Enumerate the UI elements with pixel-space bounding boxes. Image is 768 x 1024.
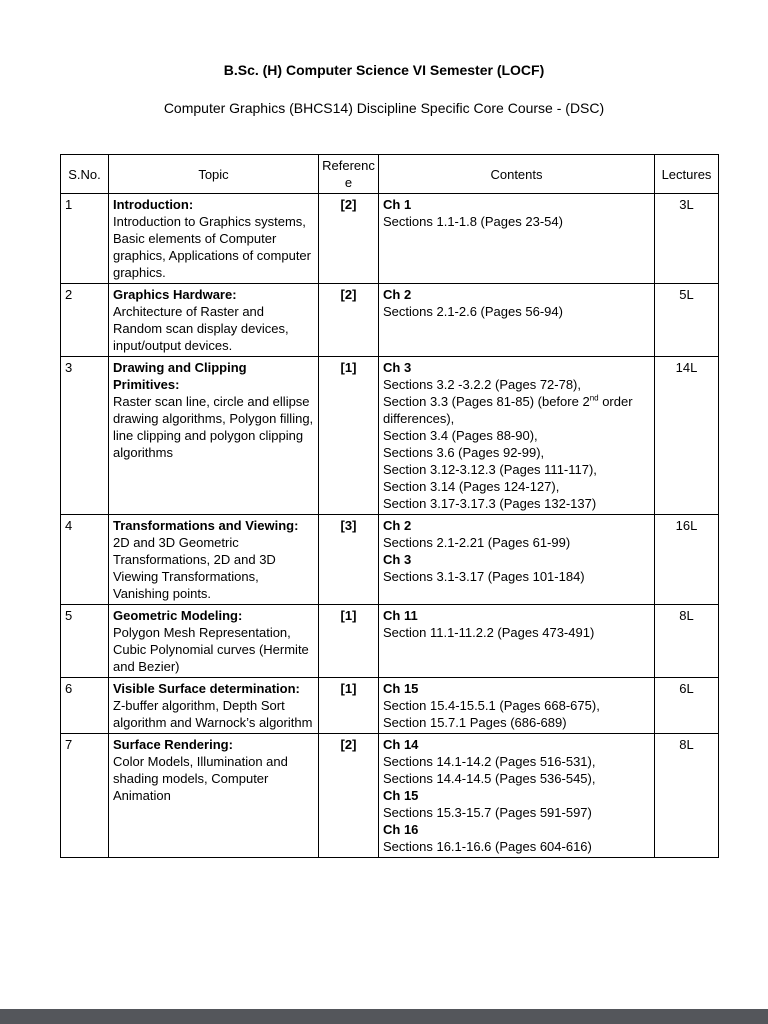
topic-heading: Introduction: [113,197,194,212]
contents-line: Sections 2.1-2.6 (Pages 56-94) [383,304,563,319]
sno-cell: 1 [61,194,109,284]
superscript-ordinal: nd [589,393,599,403]
contents-line: Sections 1.1-1.8 (Pages 23-54) [383,214,563,229]
column-header-contents: Contents [379,155,655,194]
lectures-cell: 16L [655,515,719,605]
topic-cell [109,734,319,858]
contents-line: Sections 15.3-15.7 (Pages 591-597) [383,805,592,820]
contents-line: Section 3.14 (Pages 124-127), [383,479,560,494]
column-header-lectures: Lectures [655,155,719,194]
reference-cell: [1] [319,357,379,515]
contents-cell [379,284,655,357]
contents-line: Ch 1 [383,197,412,212]
topic-heading: Geometric Modeling: [113,608,243,623]
contents-line: Sections 2.1-2.21 (Pages 61-99) [383,535,571,550]
contents-line: Sections 14.1-14.2 (Pages 516-531), [383,754,596,769]
page-title: B.Sc. (H) Computer Science VI Semester (LOCF) [223,62,545,78]
table-row [61,194,719,284]
reference-cell: [3] [319,515,379,605]
contents-cell [379,605,655,678]
topic-heading: Drawing and Clipping Primitives: [113,360,247,392]
contents-line: Ch 16 [383,822,419,837]
table-row [61,284,719,357]
contents-line: Ch 11 [383,608,418,623]
reference-cell: [1] [319,678,379,734]
sno-cell: 6 [61,678,109,734]
contents-line: Section 15.4-15.5.1 (Pages 668-675), [383,698,600,713]
lectures-cell: 8L [655,605,719,678]
contents-line: Section 3.12-3.12.3 (Pages 111-117), [383,462,597,477]
contents-line: Ch 2 [383,518,412,533]
topic-body: Raster scan line, circle and ellipse drawing algorithms, Polygon filling, line clipping and polygon clipping algorithms [113,394,314,460]
contents-line: Sections 3.1-3.17 (Pages 101-184) [383,569,585,584]
table-row [61,734,719,858]
viewer-bottom-bar [0,1009,768,1024]
lectures-cell: 6L [655,678,719,734]
lectures-cell: 14L [655,357,719,515]
column-header-sno: S.No. [61,155,109,194]
topic-heading: Surface Rendering: [113,737,233,752]
sno-cell: 5 [61,605,109,678]
contents-line: Ch 14 [383,737,419,752]
topic-body: Color Models, Illumination and shading models, Computer Animation [113,754,288,803]
topic-cell [109,357,319,515]
contents-cell [379,357,655,515]
contents-line: Ch 2 [383,287,412,302]
column-header-reference: Reference [319,155,379,194]
topic-body: Introduction to Graphics systems, Basic elements of Computer graphics, Applications of computer graphics. [113,214,311,280]
page-subtitle: Computer Graphics (BHCS14) Discipline Specific Core Course - (DSC) [163,100,605,116]
lectures-cell: 8L [655,734,719,858]
topic-body: Z-buffer algorithm, Depth Sort algorithm and Warnock’s algorithm [113,698,313,730]
reference-cell: [2] [319,734,379,858]
topic-cell [109,678,319,734]
lectures-cell: 5L [655,284,719,357]
column-header-topic: Topic [109,155,319,194]
contents-line: Section 15.7.1 Pages (686-689) [383,715,567,730]
topic-heading: Graphics Hardware: [113,287,237,302]
table-row [61,515,719,605]
lectures-cell: 3L [655,194,719,284]
table-header-row [61,155,719,194]
topic-cell [109,194,319,284]
sno-cell: 7 [61,734,109,858]
topic-body: Architecture of Raster and Random scan display devices, input/output devices. [113,304,289,353]
contents-line: Ch 3 [383,552,412,567]
contents-cell [379,515,655,605]
table-row [61,605,719,678]
contents-line: Sections 14.4-14.5 (Pages 536-545), [383,771,596,786]
table-row [61,678,719,734]
topic-heading: Visible Surface determination: [113,681,300,696]
contents-line: Section 3.4 (Pages 88-90), [383,428,538,443]
topic-cell [109,284,319,357]
reference-cell: [2] [319,194,379,284]
reference-cell: [2] [319,284,379,357]
contents-line: Section 3.3 (Pages 81-85) (before 2nd order differences), [383,393,633,426]
sno-cell: 2 [61,284,109,357]
contents-line: Ch 3 [383,360,412,375]
contents-cell [379,734,655,858]
topic-cell [109,605,319,678]
topic-body: Polygon Mesh Representation, Cubic Polynomial curves (Hermite and Bezier) [113,625,309,674]
topic-heading: Transformations and Viewing: [113,518,299,533]
topic-cell [109,515,319,605]
contents-line: Section 11.1-11.2.2 (Pages 473-491) [383,625,595,640]
contents-cell [379,678,655,734]
contents-line: Sections 16.1-16.6 (Pages 604-616) [383,839,592,854]
reference-cell: [1] [319,605,379,678]
contents-cell [379,194,655,284]
contents-line: Ch 15 [383,788,419,803]
contents-line: Sections 3.6 (Pages 92-99), [383,445,545,460]
topic-body: 2D and 3D Geometric Transformations, 2D and 3D Viewing Transformations, Vanishing points. [113,535,276,601]
contents-line: Section 3.17-3.17.3 (Pages 132-137) [383,496,597,511]
contents-line: Ch 15 [383,681,419,696]
table-row [61,357,719,515]
sno-cell: 3 [61,357,109,515]
syllabus-table [60,154,719,858]
contents-line: Sections 3.2 -3.2.2 (Pages 72-78), [383,377,582,392]
sno-cell: 4 [61,515,109,605]
